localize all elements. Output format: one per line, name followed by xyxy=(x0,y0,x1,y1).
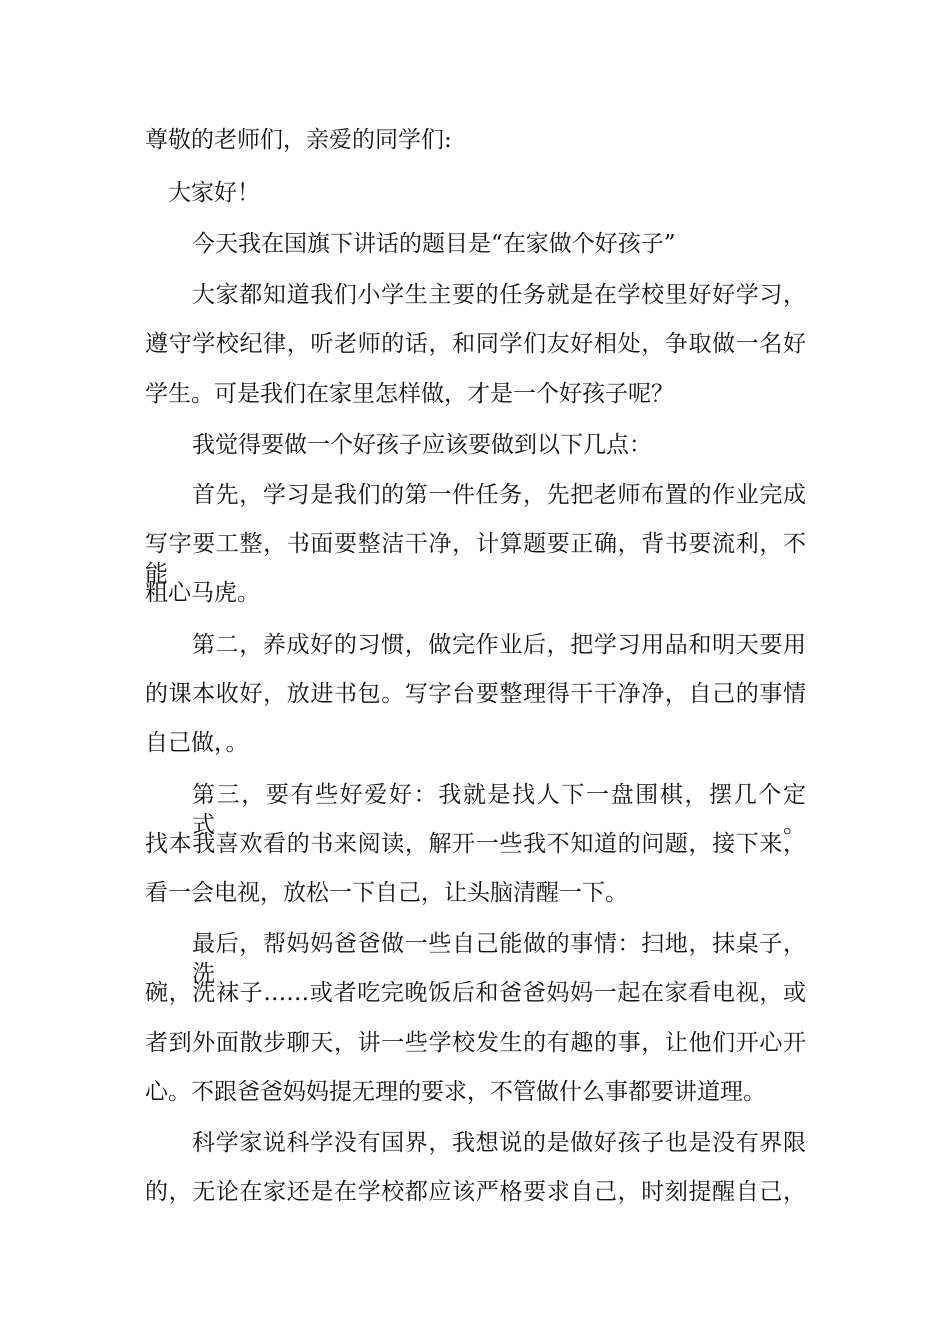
paragraph-line: 找本我喜欢看的书来阅读，解开一些我不知道的问题，接下来， xyxy=(145,831,806,857)
paragraph-line: 的，无论在家还是在学校都应该严格要求自己，时刻提醒自己， xyxy=(145,1179,806,1205)
paragraph-line: 首先，学习是我们的第一件任务，先把老师布置的作业完成 xyxy=(192,482,806,508)
paragraph-line: 大家都知道我们小学生主要的任务就是在学校里好好学习， xyxy=(192,282,806,308)
salutation-line: 尊敬的老师们，亲爱的同学们: xyxy=(145,127,452,153)
paragraph-line: 第二，养成好的习惯，做完作业后，把学习用品和明天要用 xyxy=(192,632,806,658)
paragraph-line: 者到外面散步聊天，讲一些学校发生的有趣的事，让他们开心开 xyxy=(145,1030,806,1056)
paragraph-line: 的课本收好，放进书包。写字台要整理得干干净净，自己的事情 xyxy=(145,681,806,707)
paragraph-line: 自己做，。 xyxy=(145,730,249,756)
paragraph-line: 写字要工整，书面要整洁干净，计算题要正确，背书要流利，不能 xyxy=(145,531,806,587)
paragraph-line: 我觉得要做一个好孩子应该要做到以下几点： xyxy=(192,432,652,458)
paragraph-line: 最后，帮妈妈爸爸做一些自己能做的事情：扫地，抹桌子，洗 xyxy=(192,931,806,987)
paragraph-line: 碗，洗袜子……或者吃完晚饭后和爸爸妈妈一起在家看电视，或 xyxy=(145,980,806,1006)
greeting-line: 大家好！ xyxy=(168,180,260,206)
paragraph-line: 看一会电视，放松一下自己，让头脑清醒一下。 xyxy=(145,880,628,906)
paragraph-line: 科学家说科学没有国界，我想说的是做好孩子也是没有界限 xyxy=(192,1130,806,1156)
paragraph-line: 心。不跟爸爸妈妈提无理的要求，不管做什么事都要讲道理。 xyxy=(145,1079,766,1105)
paragraph-line: 第三，要有些好爱好：我就是找人下一盘围棋，摆几个定式。 xyxy=(192,782,806,838)
paragraph-line: 学生。可是我们在家里怎样做，才是一个好孩子呢？ xyxy=(145,381,674,407)
paragraph-line: 粗心马虎。 xyxy=(145,580,260,606)
paragraph-line: 遵守学校纪律，听老师的话，和同学们友好相处，争取做一名好 xyxy=(145,331,806,357)
title-line: 今天我在国旗下讲话的题目是“在家做个好孩子” xyxy=(192,231,676,257)
